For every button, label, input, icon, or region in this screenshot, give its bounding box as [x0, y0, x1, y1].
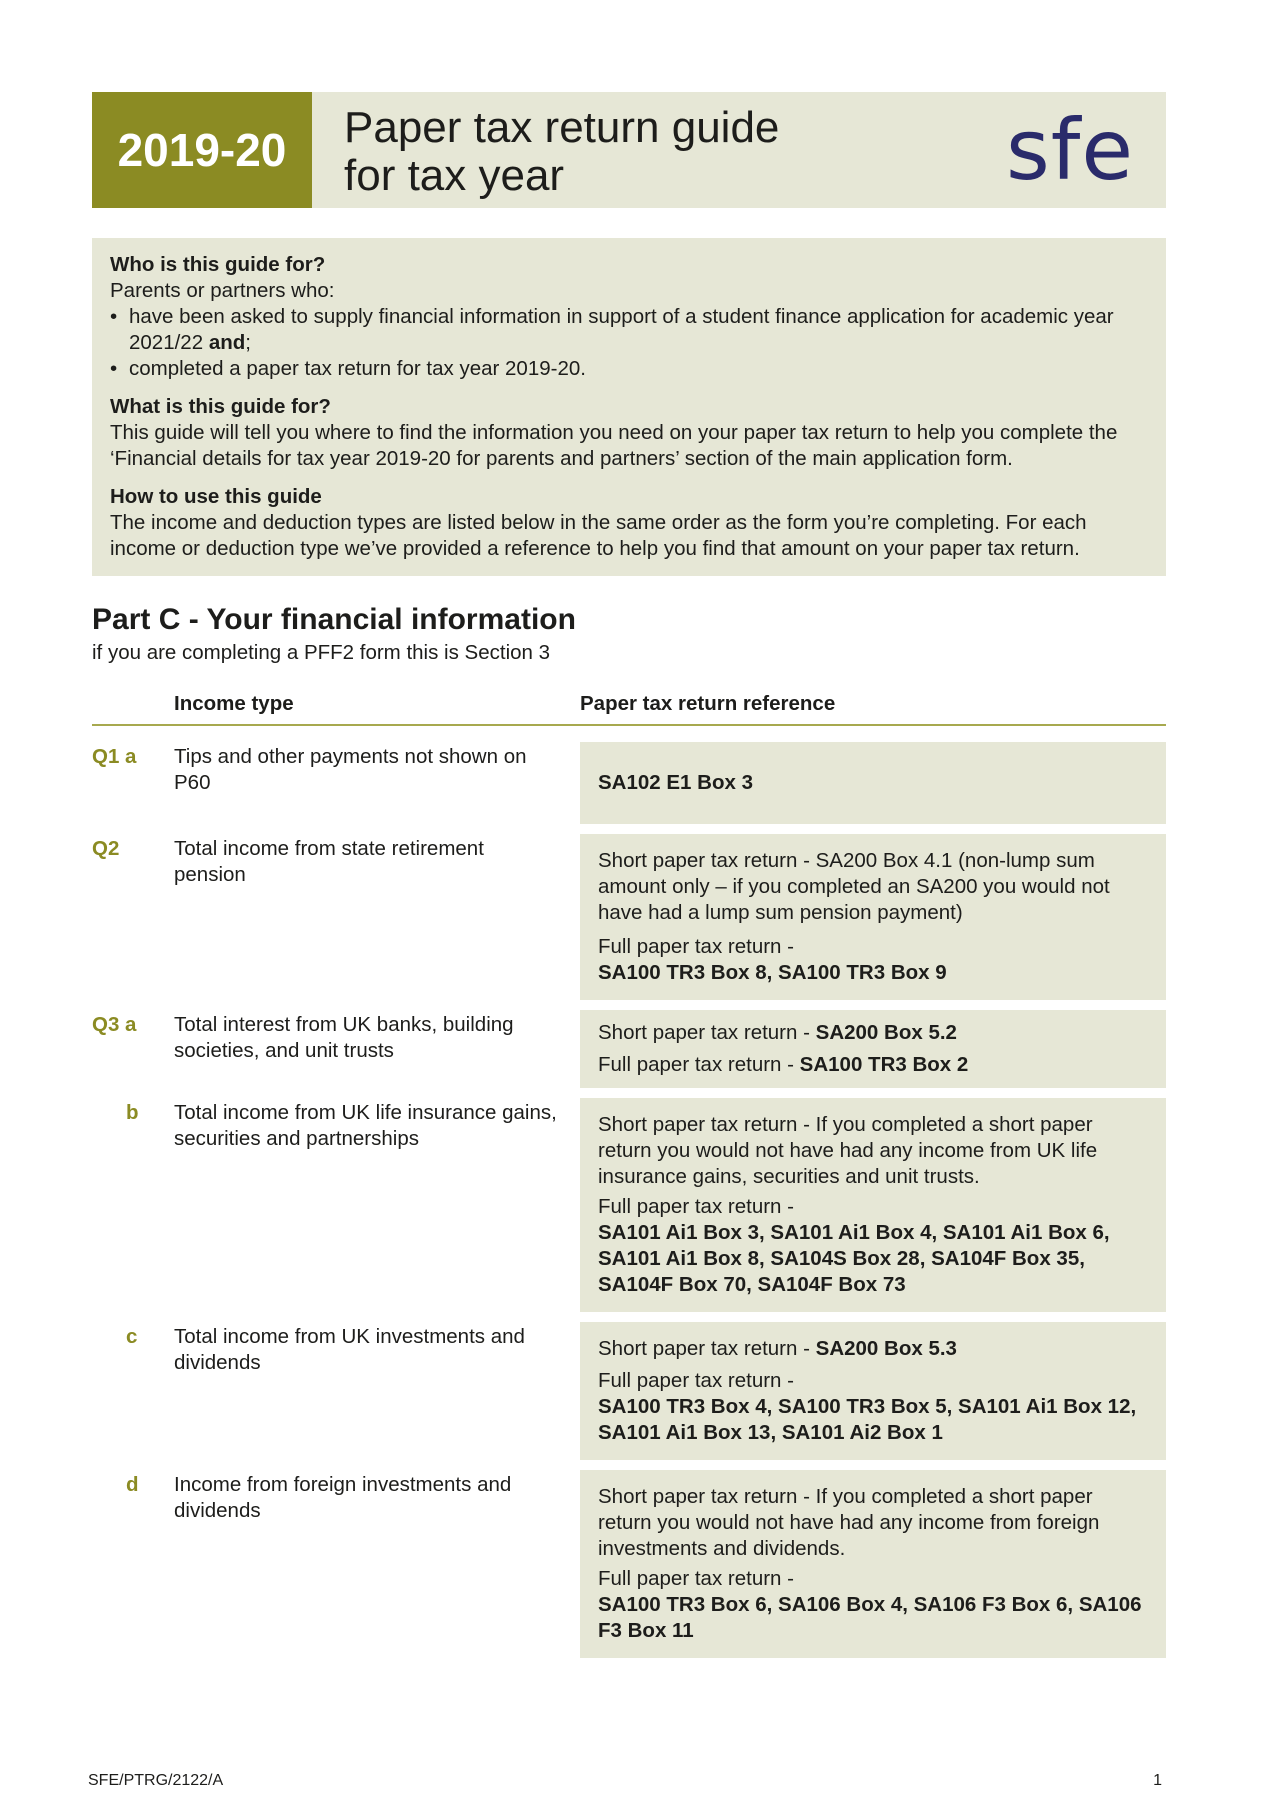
how-text: The income and deduction types are listed below in the same order as the form you’re completing. For each income or deduction type we’ve provided a reference to help you find that amount on your paper tax return. — [110, 511, 1087, 560]
reference-box: SA102 E1 Box 3 — [580, 742, 1166, 824]
question-label: c — [126, 1325, 138, 1348]
document-code: SFE/PTRG/2122/A — [88, 1772, 224, 1789]
reference-box: Short paper tax return - SA200 Box 5.2 Full paper tax return - SA100 TR3 Box 2 — [580, 1010, 1166, 1088]
table-row-q3a — [92, 1010, 1166, 1088]
what-heading: What is this guide for? — [110, 395, 331, 418]
question-label: Q1 a — [92, 745, 137, 768]
question-label: Q3 a — [92, 1013, 137, 1036]
col-reference: Paper tax return reference — [580, 692, 836, 715]
table-row-q2 — [92, 834, 1166, 1000]
who-list — [110, 304, 1148, 382]
how-heading: How to use this guide — [110, 485, 322, 508]
who-bullet-2: • completed a paper tax return for tax year 2019-20. — [110, 356, 1148, 382]
title-line-1: Paper tax return guide — [344, 103, 780, 152]
page-title — [312, 92, 1006, 208]
title-line-2: for tax year — [344, 151, 565, 200]
reference-box: Short paper tax return - SA200 Box 4.1 (non-lump sum amount only – if you completed an SA200 you would not have had a lump sum pension payment) Full paper tax return - SA100 TR3 Box 8, SA100 TR3 Box 9 — [580, 834, 1166, 1000]
reference-box: Short paper tax return - If you completed a short paper return you would not have had any income from UK life insurance gains, securities and unit trusts. Full paper tax return - SA101 Ai1 Box 3, SA101 Ai1 Box 4, SA101 Ai1 Box 6, SA101 Ai1 Box 8, SA104S Box 28, SA104F Box 35, SA104F Box 70, SA104F Box 73 — [580, 1098, 1166, 1312]
question-label: Q2 — [92, 837, 120, 860]
what-text: This guide will tell you where to find the information you need on your paper tax return to help you complete the ‘Financial details for tax year 2019-20 for parents and partners’ section of the main application form. — [110, 421, 1118, 470]
table-row-q3c — [92, 1322, 1166, 1460]
table-row-q1a — [92, 742, 1166, 824]
reference-box: Short paper tax return - If you completed a short paper return you would not have had any income from foreign investments and dividends. Full paper tax return - SA100 TR3 Box 6, SA106 Box 4, SA106 F3 Box 6, SA106 F3 Box 11 — [580, 1470, 1166, 1658]
page — [92, 92, 1166, 1668]
table-header — [92, 692, 1166, 726]
question-label: b — [126, 1101, 139, 1124]
section-subtitle: if you are completing a PFF2 form this is Section 3 — [92, 641, 551, 664]
sfe-logo-text: sfe — [1006, 101, 1135, 199]
question-label: d — [126, 1473, 139, 1496]
income-type: Income from foreign investments and dividends — [174, 1473, 512, 1522]
guide-info-box — [92, 238, 1166, 576]
income-table — [92, 742, 1166, 1658]
col-income-type: Income type — [174, 692, 294, 715]
section-title: Part C - Your financial information — [92, 603, 576, 636]
income-type: Total income from UK life insurance gains, securities and partnerships — [174, 1101, 557, 1150]
sfe-logo — [1006, 92, 1166, 208]
table-row-q3b — [92, 1098, 1166, 1312]
who-bullet-1: • have been asked to supply financial information in support of a student finance application for academic year 2021/22 and; — [110, 304, 1148, 356]
who-heading: Who is this guide for? — [110, 253, 326, 276]
table-row-q3d — [92, 1470, 1166, 1658]
income-type: Tips and other payments not shown on P60 — [174, 745, 527, 794]
header-banner — [92, 92, 1166, 208]
page-footer — [88, 1772, 1162, 1790]
income-type: Total income from state retirement pension — [174, 837, 484, 886]
who-lead: Parents or partners who: — [110, 279, 335, 302]
tax-year-badge: 2019-20 — [92, 92, 312, 208]
income-type: Total income from UK investments and dividends — [174, 1325, 525, 1374]
page-number: 1 — [1153, 1772, 1162, 1789]
income-type: Total interest from UK banks, building societies, and unit trusts — [174, 1013, 514, 1062]
reference-box: Short paper tax return - SA200 Box 5.3 Full paper tax return - SA100 TR3 Box 4, SA100 TR3 Box 5, SA101 Ai1 Box 12, SA101 Ai1 Box 13, SA101 Ai2 Box 1 — [580, 1322, 1166, 1460]
